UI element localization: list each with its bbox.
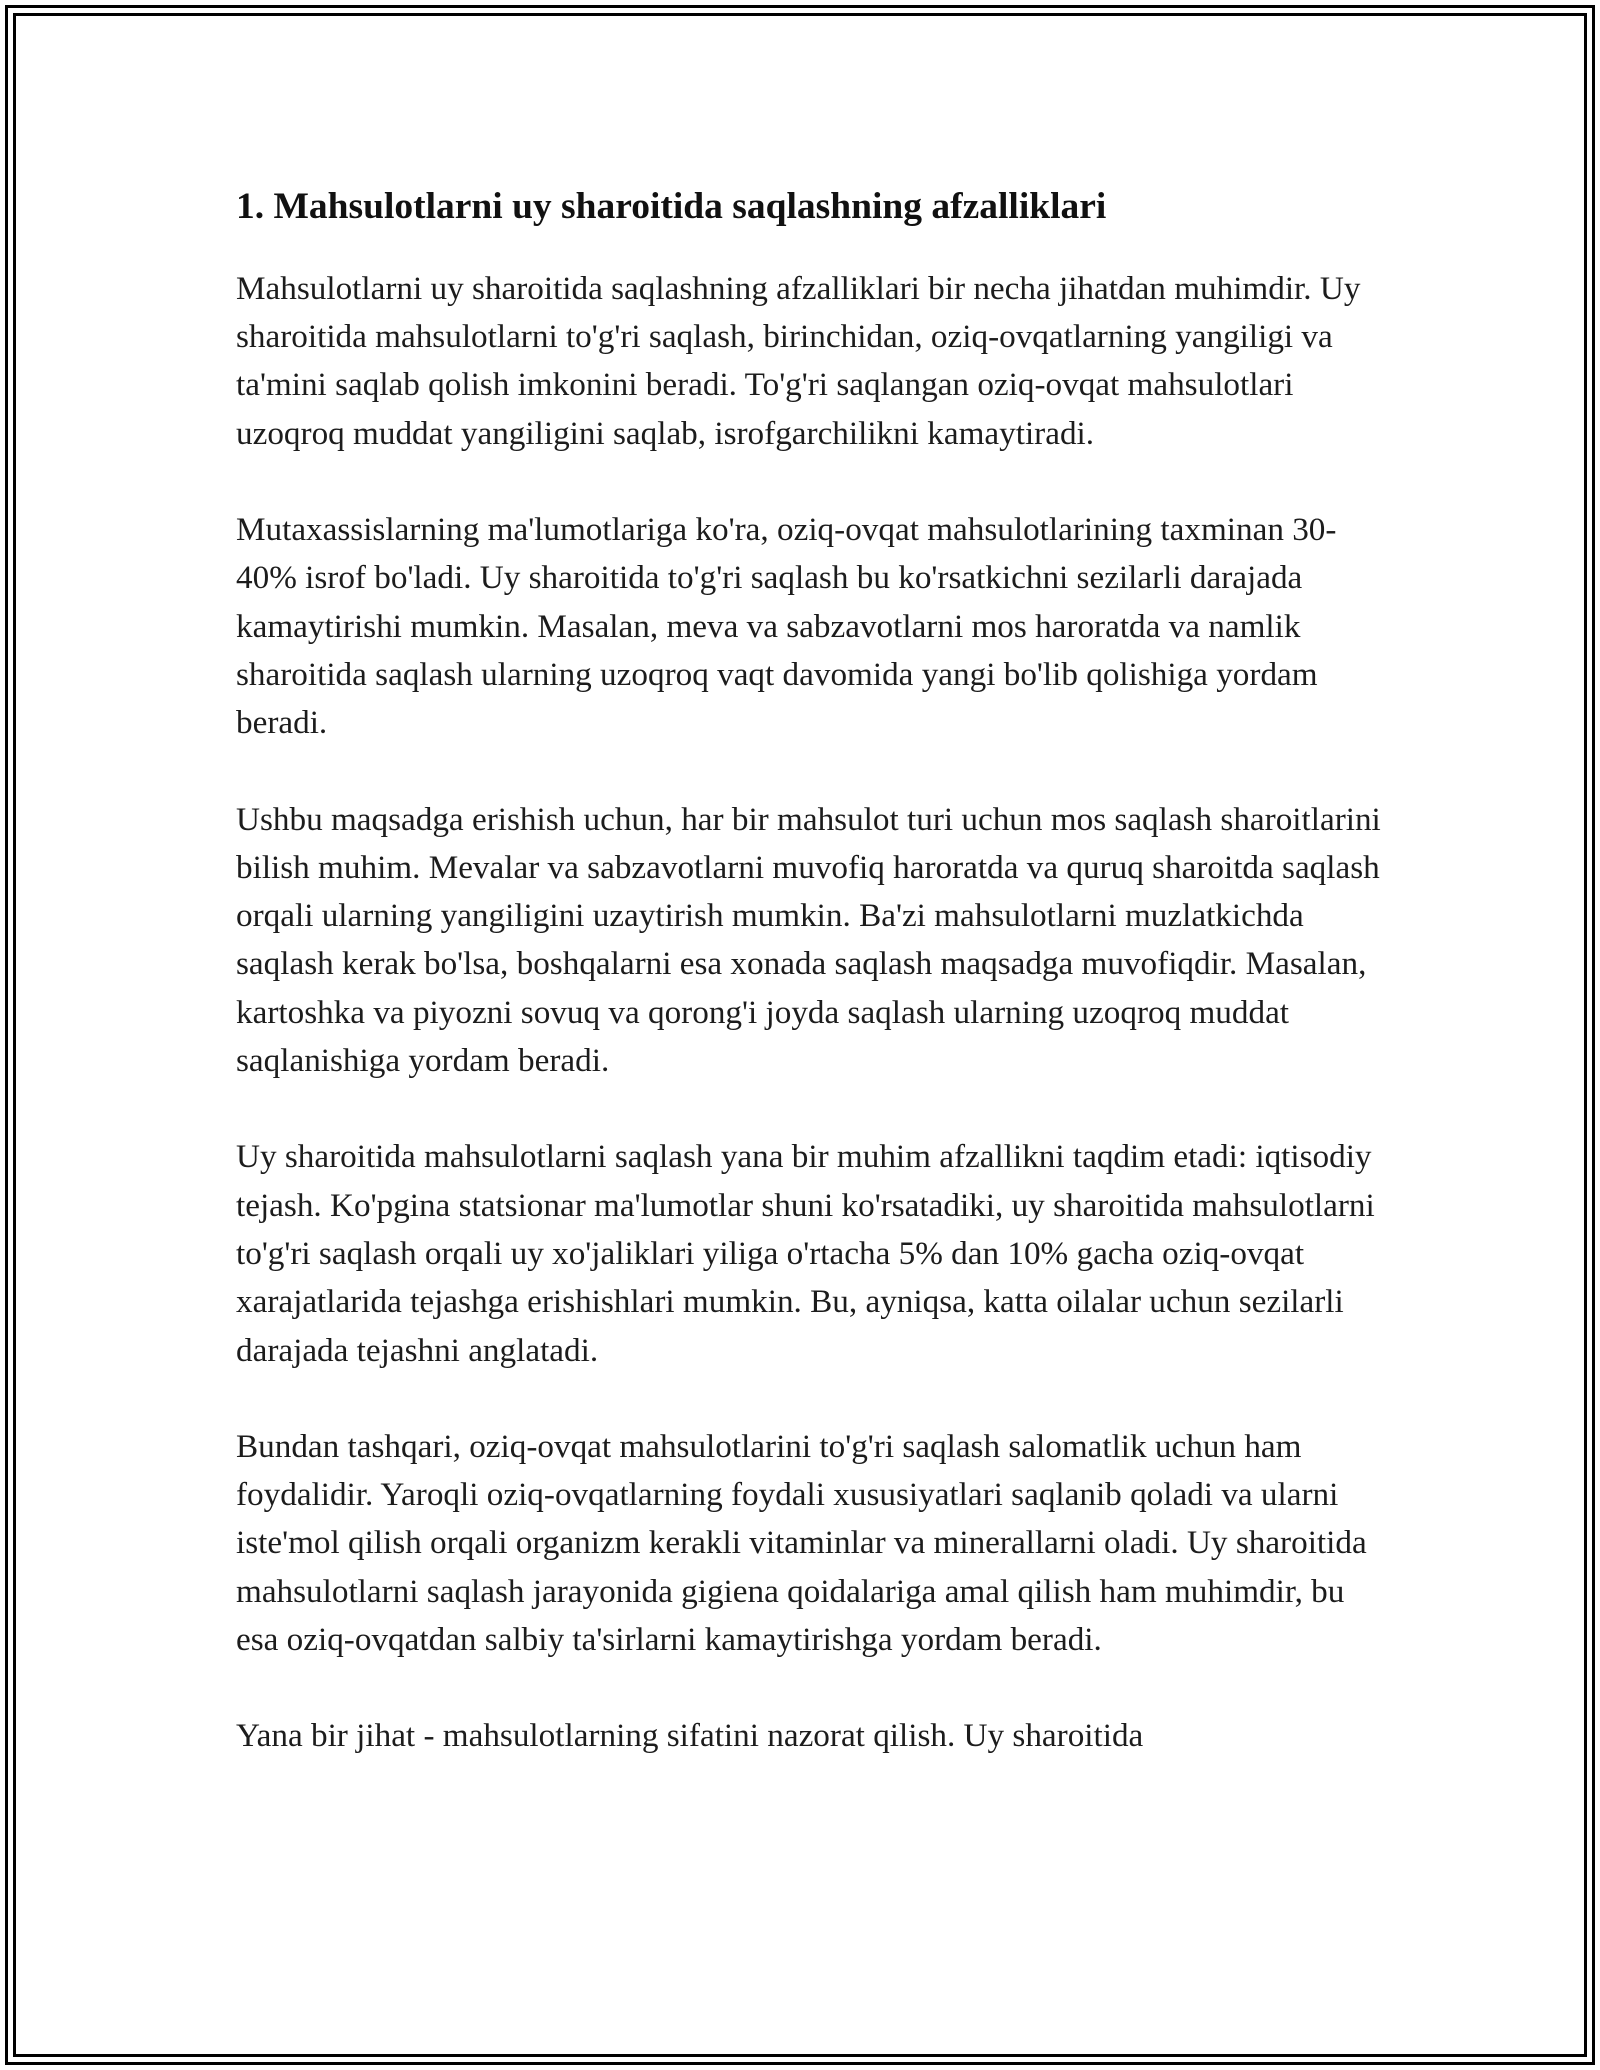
document-body	[236, 184, 1386, 1809]
paragraph-3: Ushbu maqsadga erishish uchun, har bir mahsulot turi uchun mos saqlash sharoitlarini bilish muhim. Mevalar va sabzavotlarni muvofiq haroratda va quruq sharoitda saqlash orqali ularning yangiligini uzaytirish mumkin. Ba'zi mahsulotlarni muzlatkichda saqlash kerak bo'lsa, boshqalarni esa xonada saqlash maqsadga muvofiqdir. Masalan, kartoshka va piyozni sovuq va qorong'i joyda saqlash ularning uzoqroq muddat saqlanishiga yordam beradi.	[236, 800, 1381, 1080]
paragraph-2: Mutaxassislarning ma'lumotlariga ko'ra, oziq-ovqat mahsulotlarining taxminan 30-40% isrof bo'ladi. Uy sharoitida to'g'ri saqlash bu ko'rsatkichni sezilarli darajada kamaytirishi mumkin. Masalan, meva va sabzavotlarni mos haroratda va namlik sharoitida saqlash ularning uzoqroq vaqt davomida yangi bo'lib qolishiga yordam beradi.	[236, 511, 1337, 742]
paragraph-6: Yana bir jihat - mahsulotlarning sifatini nazorat qilish. Uy sharoitida	[236, 1717, 1144, 1755]
section-heading: 1. Mahsulotlarni uy sharoitida saqlashning afzalliklari	[236, 186, 1107, 227]
paragraph-1: Mahsulotlarni uy sharoitida saqlashning afzalliklari bir necha jihatdan muhimdir. Uy sharoitida mahsulotlarni to'g'ri saqlash, birinchidan, oziq-ovqatlarning yangiligi va ta'mini saqlab qolish imkonini beradi. To'g'ri saqlangan oziq-ovqat mahsulotlari uzoqroq muddat yangiligini saqlab, isrofgarchilikni kamaytiradi.	[236, 269, 1361, 452]
paragraph-5: Bundan tashqari, oziq-ovqat mahsulotlarini to'g'ri saqlash salomatlik uchun ham foydalidir. Yaroqli oziq-ovqatlarning foydali xususiyatlari saqlanib qoladi va ularni iste'mol qilish orqali organizm kerakli vitaminlar va minerallarni oladi. Uy sharoitida mahsulotlarni saqlash jarayonida gigiena qoidalariga amal qilish ham muhimdir, bu esa oziq-ovqatdan salbiy ta'sirlarni kamaytirishga yordam beradi.	[236, 1427, 1367, 1658]
paragraph-4: Uy sharoitida mahsulotlarni saqlash yana bir muhim afzallikni taqdim etadi: iqtisodiy tejash. Ko'pgina statsionar ma'lumotlar shuni ko'rsatadiki, uy sharoitida mahsulotlarni to'g'ri saqlash orqali uy xo'jaliklari yiliga o'rtacha 5% dan 10% gacha oziq-ovqat xarajatlarida tejashga erishishlari mumkin. Bu, ayniqsa, katta oilalar uchun sezilarli darajada tejashni anglatadi.	[236, 1138, 1375, 1369]
